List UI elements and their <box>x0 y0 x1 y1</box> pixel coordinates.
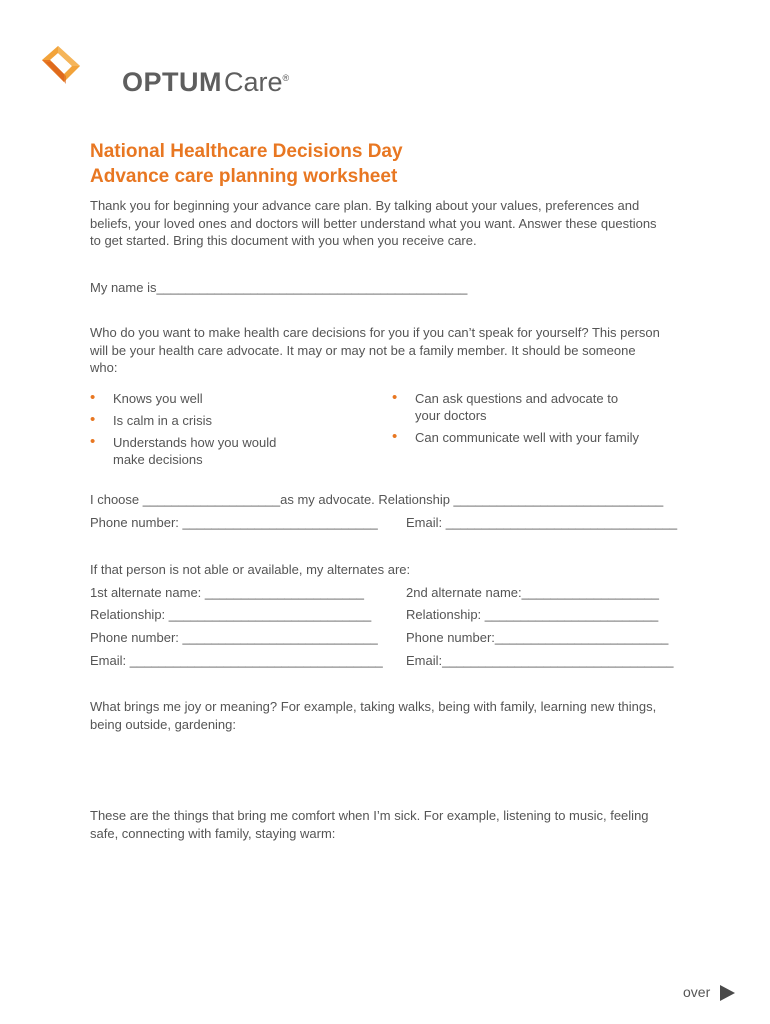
logo-optum-text: OPTUM <box>122 67 222 97</box>
qualities-list-left <box>90 390 320 473</box>
list-item: • Understands how you would make decisions <box>90 433 277 467</box>
advocate-choice-field[interactable]: I choose ___________________as my advocate. Relationship _____________________________ <box>90 492 664 507</box>
bullet-icon: • <box>392 428 398 445</box>
joy-question-line-1: What brings me joy or meaning? For example, taking walks, being with family, learning new things, <box>90 699 657 714</box>
comfort-answer-area[interactable] <box>90 850 680 970</box>
alternate-2-name-field[interactable]: 2nd alternate name:___________________ <box>406 585 660 600</box>
intro-line-1: Thank you for beginning your advance care plan. By talking about your values, preferences and <box>90 198 640 213</box>
bullet-icon: • <box>90 433 96 450</box>
alternate-1-relationship-field[interactable]: Relationship: ____________________________ <box>90 607 372 622</box>
bullet-icon: • <box>90 411 96 428</box>
over-label[interactable]: over <box>683 984 711 1000</box>
comfort-question <box>90 807 690 842</box>
logo-trademark: ® <box>282 73 290 83</box>
comfort-question-line-1: These are the things that bring me comfort when I’m sick. For example, listening to music, feeling <box>90 808 649 823</box>
list-item: • Can ask questions and advocate to your doctors <box>392 389 619 423</box>
logo-wordmark <box>122 64 289 96</box>
logo-care-text: Care <box>224 67 283 97</box>
right-triangle-arrow-icon[interactable] <box>720 985 735 1001</box>
alternate-2-email-field[interactable]: Email:________________________________ <box>406 653 674 668</box>
advocate-question-line-3: who: <box>90 360 118 375</box>
intro-line-2: beliefs, your loved ones and doctors will better understand what you want. Answer these questions <box>90 215 657 231</box>
list-item: • Knows you well <box>90 389 203 406</box>
list-item: • Can communicate well with your family <box>392 428 639 445</box>
comfort-question-line-2: safe, connecting with family, staying warm: <box>90 825 336 841</box>
joy-answer-area[interactable] <box>90 740 680 800</box>
alternates-intro: If that person is not able or available, my alternates are: <box>90 562 411 577</box>
alternate-2-phone-field[interactable]: Phone number:________________________ <box>406 630 669 645</box>
alternate-1-name-field[interactable]: 1st alternate name: ______________________ <box>90 585 364 600</box>
optum-care-logo <box>40 44 290 97</box>
advocate-question <box>90 324 690 377</box>
joy-question <box>90 698 690 733</box>
advocate-question-line-1: Who do you want to make health care decisions for you if you can’t speak for yourself? This person <box>90 325 660 340</box>
alternate-1-email-field[interactable]: Email: ___________________________________ <box>90 653 383 668</box>
page-title <box>90 139 403 189</box>
alternate-1-phone-field[interactable]: Phone number: ___________________________ <box>90 630 378 645</box>
name-field[interactable]: My name is___________________________________________ <box>90 280 468 295</box>
optum-logo-mark-icon <box>40 44 84 90</box>
alternate-2-relationship-field[interactable]: Relationship: ________________________ <box>406 607 659 622</box>
qualities-list-right <box>392 390 692 451</box>
bullet-icon: • <box>392 389 398 406</box>
advocate-email-field[interactable]: Email: ________________________________ <box>406 515 678 530</box>
advocate-phone-field[interactable]: Phone number: ___________________________ <box>90 515 378 530</box>
title-line-2: Advance care planning worksheet <box>90 166 398 187</box>
list-item: • Is calm in a crisis <box>90 411 212 428</box>
bullet-icon: • <box>90 389 96 406</box>
joy-question-line-2: being outside, gardening: <box>90 716 237 732</box>
intro-line-3: to get started. Bring this document with you when you receive care. <box>90 233 477 248</box>
title-line-1: National Healthcare Decisions Day <box>90 141 403 162</box>
advocate-question-line-2: will be your health care advocate. It may or may not be a family member. It should be someone <box>90 342 636 358</box>
intro-paragraph <box>90 197 690 250</box>
